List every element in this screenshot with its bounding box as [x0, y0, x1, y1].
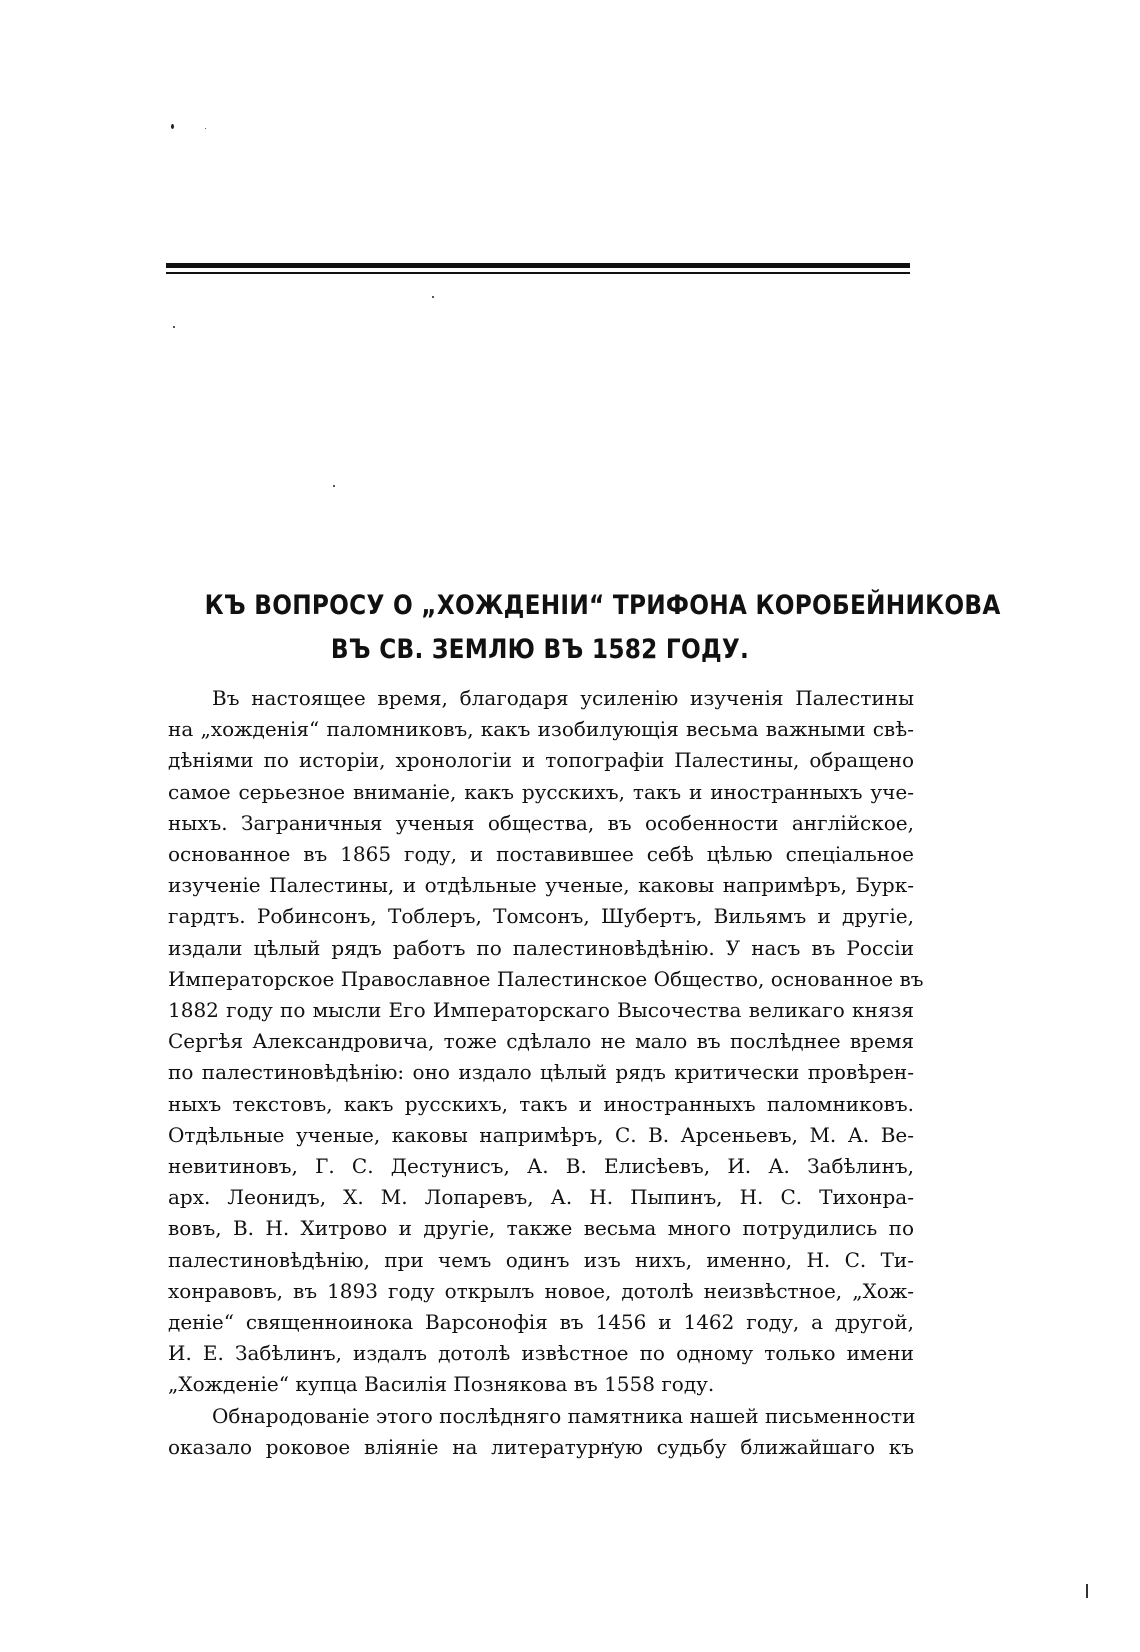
- ink-speck: [205, 128, 206, 129]
- text-line: дѣніями по исторіи, хронологіи и топографіи Палестины, обращено: [168, 748, 914, 773]
- paragraph-1: [168, 683, 924, 1401]
- text-line: основанное въ 1865 году, и поставившее себѣ цѣлью спеціальное: [168, 842, 914, 867]
- text-line: 1882 году по мысли Его Императорскаго Высочества великаго князя: [168, 998, 914, 1023]
- title-line: ВЪ СВ. ЗЕМЛЮ ВЪ 1582 ГОДУ.: [330, 634, 750, 665]
- text-line: на „хожденія“ паломниковъ, какъ изобилующія весьма важными свѣ-: [168, 717, 914, 742]
- article-title: [204, 584, 1001, 672]
- text-line: по палестиновѣдѣнію: оно издало цѣлый рядъ критически провѣрен-: [168, 1060, 914, 1085]
- text-line: деніе“ священноинока Варсонофія въ 1456 и 1462 году, а другой,: [168, 1310, 914, 1335]
- paragraph-2: [168, 1401, 914, 1463]
- text-line: невитиновъ, Г. С. Дестунисъ, А. В. Елисѣевъ, И. А. Забѣлинъ,: [168, 1154, 914, 1179]
- text-line: Императорское Православное Палестинское Общество, основанное въ: [168, 966, 924, 991]
- text-line: хонравовъ, въ 1893 году открылъ новое, дотолѣ неизвѣстное, „Хож-: [168, 1278, 914, 1303]
- ink-speck: [171, 124, 174, 129]
- text-line: палестиновѣдѣнію, при чемъ одинъ изъ нихъ, именно, Н. С. Ти-: [168, 1247, 914, 1272]
- title-line: КЪ ВОПРОСУ О „ХОЖДЕНІИ“ ТРИФОНА КОРОБЕЙНИКОВА: [204, 590, 1001, 621]
- text-line: изученіе Палестины, и отдѣльные ученые, каковы напримѣръ, Бурк-: [168, 873, 914, 898]
- text-line: Въ настоящее время, благодаря усиленію изученія Палестины: [212, 686, 914, 710]
- header-rule-thin: [166, 272, 910, 274]
- text-line: самое серьезное вниманіе, какъ русскихъ, такъ и иностранныхъ уче-: [168, 779, 914, 804]
- text-line: Отдѣльные ученые, каковы напримѣръ, С. В. Арсеньевъ, М. А. Ве-: [168, 1122, 914, 1147]
- text-line: „Хожденіе“ купца Василія Познякова въ 1558 году.: [168, 1372, 715, 1397]
- ink-speck: [173, 326, 175, 328]
- text-line: вовъ, В. Н. Хитрово и другіе, также весьма много потрудились по: [168, 1216, 914, 1241]
- text-line: ныхъ текстовъ, какъ русскихъ, такъ и иностранныхъ паломниковъ.: [168, 1091, 914, 1116]
- text-line: оказало роковое вліяніе на литературную судьбу ближайшаго къ: [168, 1434, 914, 1459]
- text-line: Обнародованіе этого послѣдняго памятника нашей письменности: [212, 1403, 916, 1428]
- text-line: издали цѣлый рядъ работъ по палестиновѣдѣнію. У насъ въ Россіи: [168, 935, 914, 960]
- ink-speck: [432, 296, 434, 298]
- text-line: арх. Леонидъ, Х. М. Лопаревъ, А. Н. Пыпинъ, Н. С. Тихонра-: [168, 1185, 914, 1210]
- text-line: гардтъ. Робинсонъ, Тоблеръ, Томсонъ, Шубертъ, Вильямъ и другіе,: [168, 904, 914, 929]
- text-line: ныхъ. Заграничныя ученыя общества, въ особенности англійское,: [168, 810, 914, 835]
- article-body: [168, 683, 924, 1463]
- page-edge-mark: [1086, 1584, 1088, 1598]
- text-line: Сергѣя Александровича, тоже сдѣлало не мало въ послѣднее время: [168, 1029, 914, 1054]
- header-rule-thick: [166, 263, 910, 268]
- ink-speck: [333, 485, 335, 487]
- text-line: И. Е. Забѣлинъ, издалъ дотолѣ извѣстное по одному только имени: [168, 1341, 914, 1366]
